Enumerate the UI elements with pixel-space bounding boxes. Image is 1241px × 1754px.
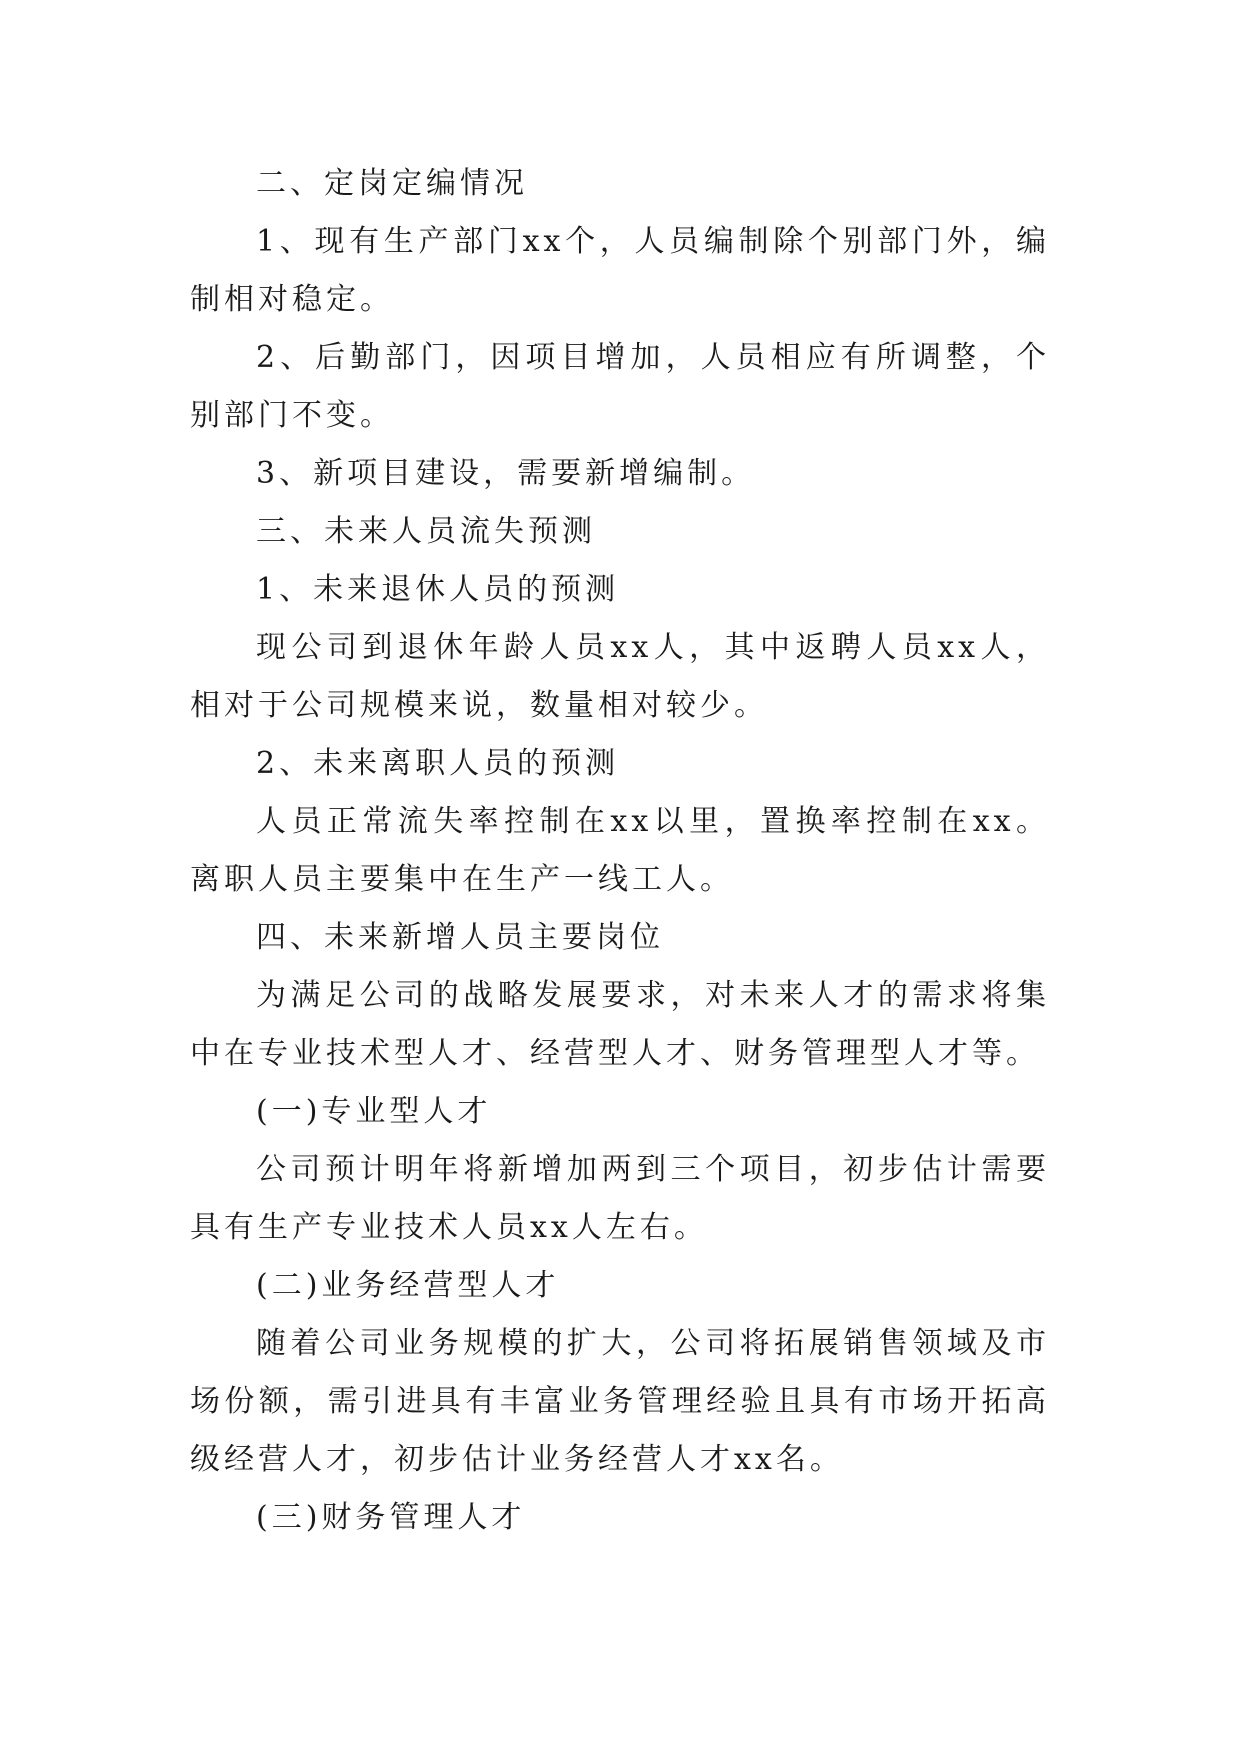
paragraph: 现公司到退休年龄人员xx人，其中返聘人员xx人，相对于公司规模来说，数量相对较少。 xyxy=(190,630,1050,723)
section-heading-2: 二、定岗定编情况 xyxy=(256,166,528,201)
section-heading-3: 三、未来人员流失预测 xyxy=(256,514,596,549)
paragraph: 公司预计明年将新增加两到三个项目，初步估计需要具有生产专业技术人员xx人左右。 xyxy=(190,1152,1050,1245)
subheading: 1、未来退休人员的预测 xyxy=(256,572,620,607)
paragraph: 为满足公司的战略发展要求，对未来人才的需求将集中在专业技术型人才、经营型人才、财务管理型人才等。 xyxy=(190,978,1050,1071)
subheading: (三)财务管理人才 xyxy=(256,1500,526,1535)
paragraph: 2、后勤部门，因项目增加，人员相应有所调整，个别部门不变。 xyxy=(190,340,1050,433)
subheading: (一)专业型人才 xyxy=(256,1094,492,1129)
subheading: 2、未来离职人员的预测 xyxy=(256,746,620,781)
paragraph: 1、现有生产部门xx个，人员编制除个别部门外，编制相对稳定。 xyxy=(190,224,1050,317)
document-body xyxy=(190,155,1050,1547)
paragraph: 人员正常流失率控制在xx以里，置换率控制在xx。离职人员主要集中在生产一线工人。 xyxy=(190,804,1050,897)
paragraph: 随着公司业务规模的扩大，公司将拓展销售领域及市场份额，需引进具有丰富业务管理经验且具有市场开拓高级经营人才，初步估计业务经营人才xx名。 xyxy=(190,1326,1050,1477)
section-heading-4: 四、未来新增人员主要岗位 xyxy=(256,920,664,955)
paragraph: 3、新项目建设，需要新增编制。 xyxy=(256,456,756,491)
subheading: (二)业务经营型人才 xyxy=(256,1268,560,1303)
